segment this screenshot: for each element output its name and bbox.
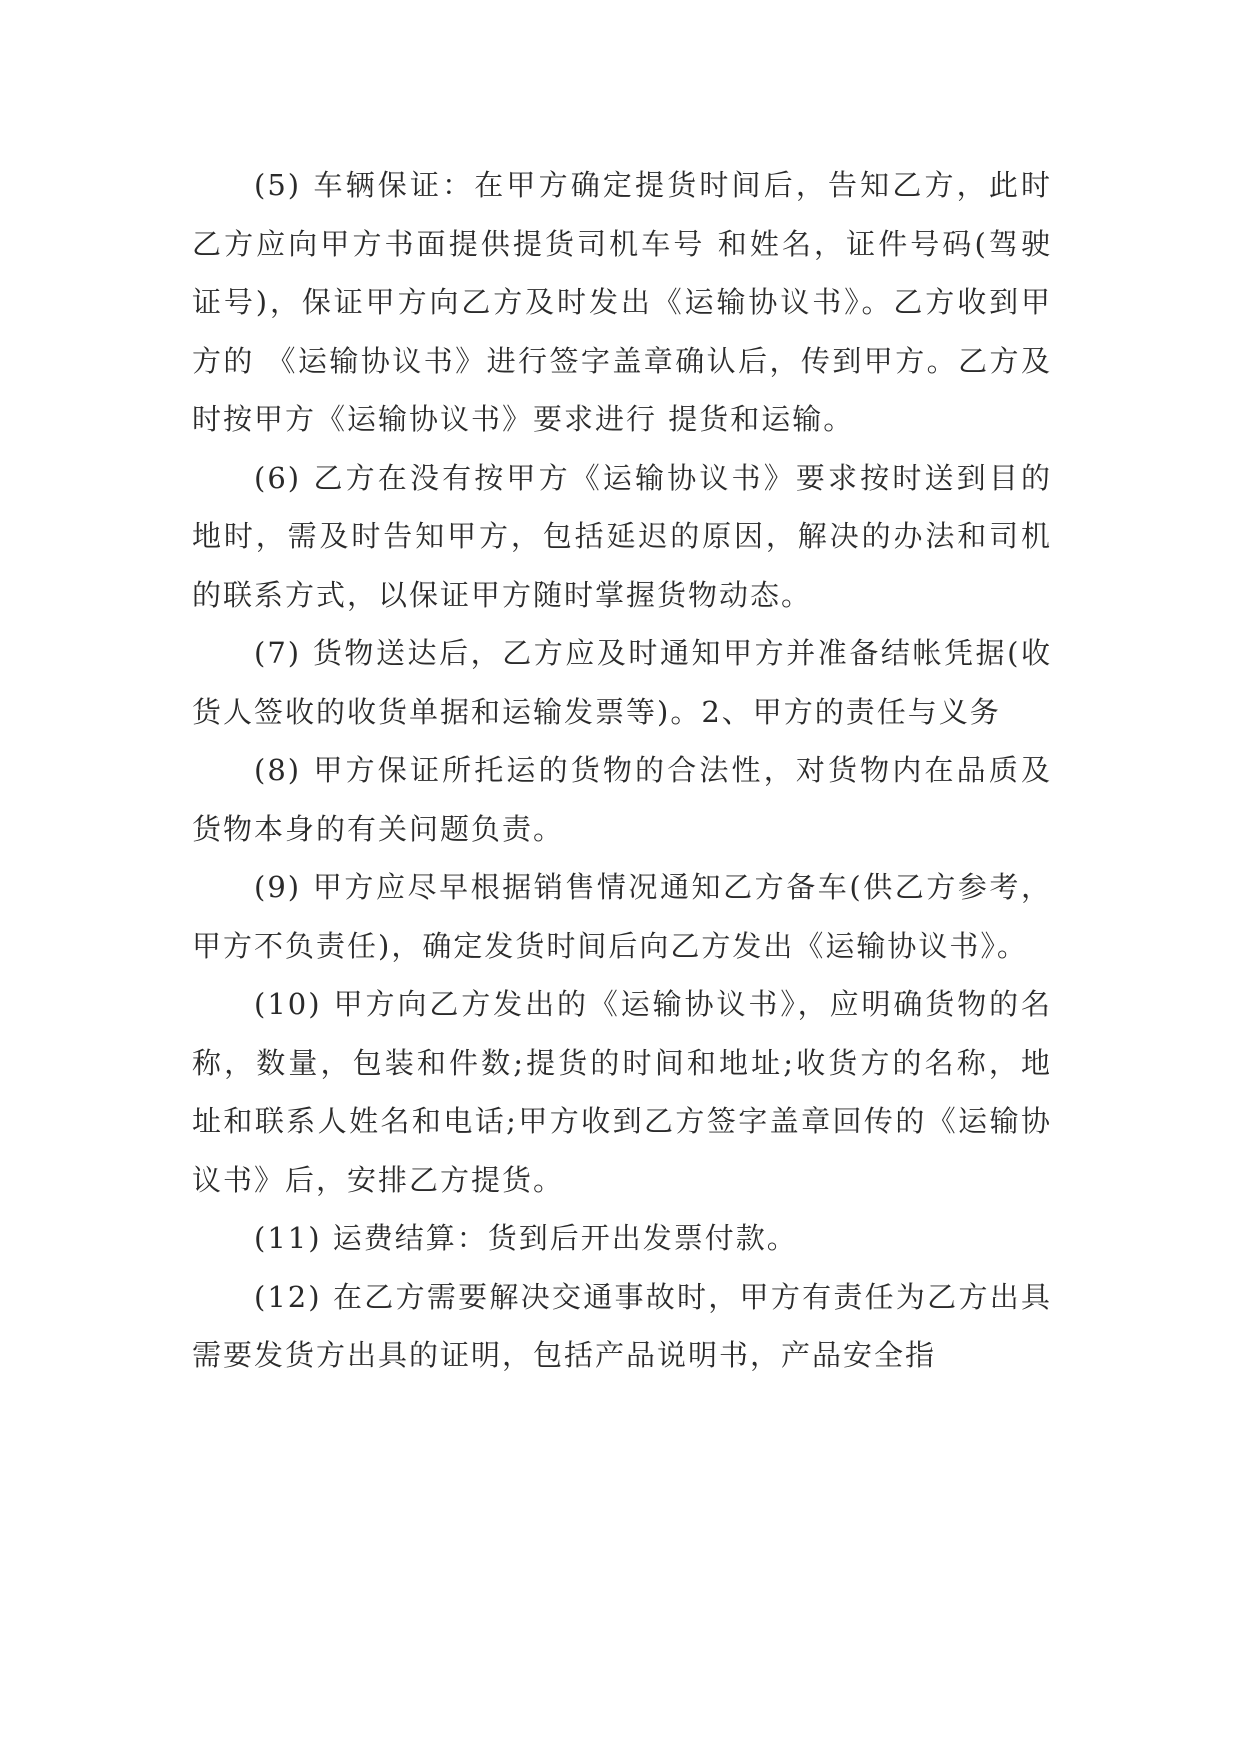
paragraph-6: (6) 乙方在没有按甲方《运输协议书》要求按时送到目的地时，需及时告知甲方，包括延迟的原因，解决的办法和司机的联系方式，以保证甲方随时掌握货物动态。 <box>192 460 1052 612</box>
paragraph-9: (9) 甲方应尽早根据销售情况通知乙方备车(供乙方参考，甲方不负责任)，确定发货时间后向乙方发出《运输协议书》。 <box>192 870 1052 963</box>
paragraph-11: (11) 运费结算：货到后开出发票付款。 <box>254 1221 798 1255</box>
paragraph-12: (12) 在乙方需要解决交通事故时，甲方有责任为乙方出具需要发货方出具的证明，包括产品说明书，产品安全指 <box>192 1279 1052 1372</box>
paragraph-5: (5) 车辆保证：在甲方确定提货时间后，告知乙方，此时乙方应向甲方书面提供提货司机车号 和姓名，证件号码(驾驶证号)，保证甲方向乙方及时发出《运输协议书》。乙方收到甲方的 《运输协议书》进行签字盖章确认后，传到甲方。乙方及时按甲方《运输协议书》要求进行 提货和运输。 <box>192 168 1052 436</box>
paragraph-10: (10) 甲方向乙方发出的《运输协议书》，应明确货物的名称，数量，包装和件数;提货的时间和地址;收货方的名称，地址和联系人姓名和电话;甲方收到乙方签字盖章回传的《运输协议书》后，安排乙方提货。 <box>192 987 1052 1197</box>
document-body <box>192 156 1052 1385</box>
paragraph-7: (7) 货物送达后，乙方应及时通知甲方并准备结帐凭据(收货人签收的收货单据和运输发票等)。2、甲方的责任与义务 <box>192 636 1052 729</box>
paragraph-8: (8) 甲方保证所托运的货物的合法性，对货物内在品质及货物本身的有关问题负责。 <box>192 753 1052 846</box>
